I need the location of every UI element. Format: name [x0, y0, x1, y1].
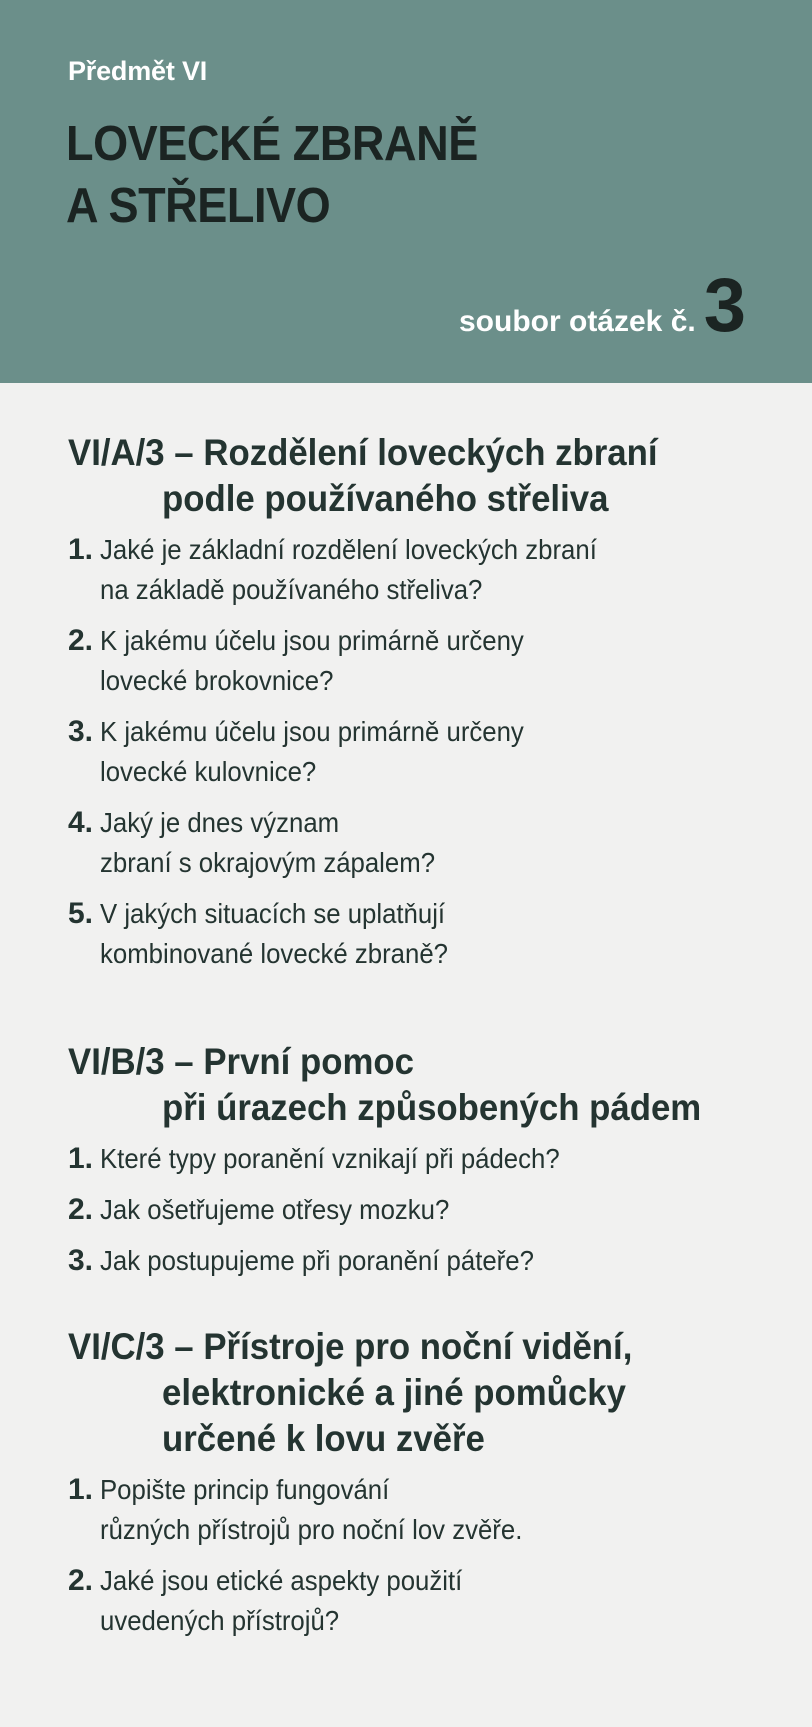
question-number: 3. [68, 715, 94, 748]
question-item [68, 1190, 788, 1230]
section-title-line-2: při úrazech způsobených pádem [162, 1087, 702, 1128]
question-item [68, 1561, 788, 1641]
question-item [68, 1139, 788, 1179]
question-item [68, 530, 788, 610]
question-number: 1. [68, 1142, 94, 1175]
title-line-1: LOVECKÉ ZBRANĚ [66, 117, 478, 171]
question-item [68, 712, 788, 792]
section-heading [68, 1324, 745, 1462]
question-text: Jak postupujeme při poranění páteře? [100, 1245, 534, 1276]
question-number: 3. [68, 1244, 94, 1277]
question-number: 1. [68, 533, 94, 566]
section-title-line-2: podle používaného střeliva [162, 478, 609, 519]
section-heading [68, 1039, 745, 1131]
question-number: 4. [68, 806, 94, 839]
question-set-label: soubor otázek č. [459, 305, 696, 338]
section-title-line-1: Přístroje pro noční vidění, [203, 1326, 633, 1367]
question-text: Jaký je dnes význam zbraní s okrajovým zápalem? [100, 807, 436, 878]
section-title-line-2: elektronické a jiné pomůcky [162, 1372, 626, 1413]
question-number: 1. [68, 1473, 94, 1506]
question-list [68, 530, 788, 974]
question-item [68, 621, 788, 701]
question-text: Jaké jsou etické aspekty použití uvedených přístrojů? [100, 1565, 463, 1636]
section-c [68, 1324, 788, 1652]
subject-label: Předmět VI [68, 56, 208, 86]
question-item [68, 1241, 788, 1281]
section-heading [68, 430, 745, 522]
question-set [459, 263, 746, 348]
section-title-line-3: určené k lovu zvěře [162, 1418, 485, 1459]
section-code: VI/C/3 – [68, 1326, 194, 1367]
page-title [66, 113, 478, 237]
question-set-number: 3 [703, 263, 746, 348]
question-item [68, 1470, 788, 1550]
question-number: 2. [68, 624, 94, 657]
section-title-line-1: Rozdělení loveckých zbraní [203, 432, 658, 473]
section-b [68, 1039, 788, 1292]
section-code: VI/A/3 – [68, 432, 194, 473]
question-item [68, 803, 788, 883]
title-line-2: A STŘELIVO [66, 179, 331, 233]
question-text: Jaké je základní rozdělení loveckých zbraní na základě používaného střeliva? [100, 534, 597, 605]
question-item [68, 894, 788, 974]
question-text: K jakému účelu jsou primárně určeny lovecké brokovnice? [100, 625, 524, 696]
question-number: 2. [68, 1564, 94, 1597]
question-number: 5. [68, 897, 94, 930]
question-number: 2. [68, 1193, 94, 1226]
header-band [0, 0, 812, 383]
question-list [68, 1470, 788, 1641]
question-list [68, 1139, 788, 1281]
section-a [68, 430, 788, 985]
section-code: VI/B/3 – [68, 1041, 194, 1082]
question-text: V jakých situacích se uplatňují kombinované lovecké zbraně? [100, 898, 448, 969]
section-title-line-1: První pomoc [203, 1041, 414, 1082]
question-text: K jakému účelu jsou primárně určeny lovecké kulovnice? [100, 716, 524, 787]
question-text: Které typy poranění vznikají při pádech? [100, 1143, 560, 1174]
question-text: Popište princip fungování různých přístrojů pro noční lov zvěře. [100, 1474, 523, 1545]
question-text: Jak ošetřujeme otřesy mozku? [100, 1194, 450, 1225]
